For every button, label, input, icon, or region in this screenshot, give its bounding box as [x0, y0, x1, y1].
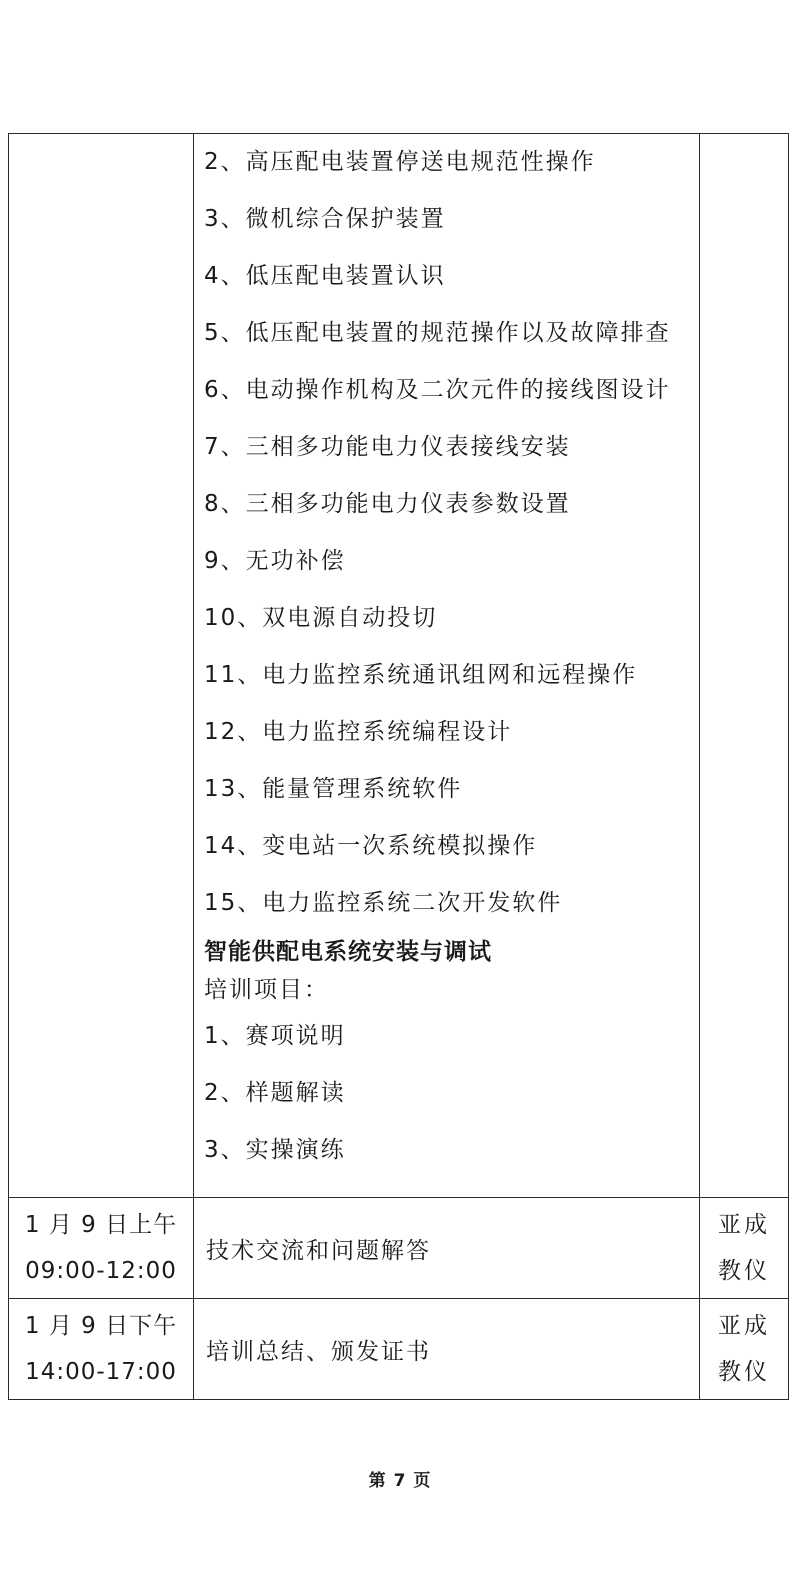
list-item: 5、低压配电装置的规范操作以及故障排查 — [204, 320, 671, 346]
list-item: 1、赛项说明 — [204, 1023, 346, 1049]
continued-item-list — [204, 134, 699, 932]
section-subheading: 培训项目： — [204, 977, 329, 1003]
list-item: 15、电力监控系统二次开发软件 — [204, 890, 563, 916]
content-cell: 培训总结、颁发证书 — [194, 1299, 700, 1400]
time-range-text: 14:00-17:00 — [25, 1359, 177, 1385]
date-text: 1 月 9 日上午 — [24, 1212, 178, 1238]
org-cell — [700, 1299, 789, 1400]
time-range-text: 09:00-12:00 — [25, 1258, 177, 1284]
org-text: 教仪 — [718, 1359, 770, 1385]
list-item: 2、高压配电装置停送电规范性操作 — [204, 149, 596, 175]
org-text: 亚成 — [718, 1313, 770, 1339]
content-cell: 技术交流和问题解答 — [194, 1198, 700, 1299]
list-item: 12、电力监控系统编程设计 — [204, 719, 513, 745]
content-cell — [194, 134, 700, 1198]
list-item: 7、三相多功能电力仪表接线安装 — [204, 434, 571, 460]
section-item-list — [204, 1008, 699, 1179]
list-item: 3、微机综合保护装置 — [204, 206, 446, 232]
org-cell — [700, 1198, 789, 1299]
list-item: 3、实操演练 — [204, 1137, 346, 1163]
list-item: 2、样题解读 — [204, 1080, 346, 1106]
list-item: 13、能量管理系统软件 — [204, 776, 463, 802]
continued-row — [9, 134, 789, 1198]
org-cell-empty — [700, 134, 789, 1198]
page-number: 第 7 页 — [368, 1471, 432, 1491]
date-text: 1 月 9 日下午 — [24, 1313, 178, 1339]
section-title: 智能供配电系统安装与调试 — [204, 939, 492, 965]
list-item: 8、三相多功能电力仪表参数设置 — [204, 491, 571, 517]
list-item: 10、双电源自动投切 — [204, 605, 438, 631]
list-item: 14、变电站一次系统模拟操作 — [204, 833, 538, 859]
time-cell-empty — [9, 134, 194, 1198]
org-text: 亚成 — [718, 1212, 770, 1238]
list-item: 9、无功补偿 — [204, 548, 346, 574]
list-item: 6、电动操作机构及二次元件的接线图设计 — [204, 377, 671, 403]
org-text: 教仪 — [718, 1258, 770, 1284]
list-item: 11、电力监控系统通讯组网和远程操作 — [204, 662, 638, 688]
time-cell — [9, 1299, 194, 1400]
list-item: 4、低压配电装置认识 — [204, 263, 446, 289]
training-schedule-table — [8, 133, 789, 1400]
time-cell — [9, 1198, 194, 1299]
table-row — [9, 1299, 789, 1400]
table-row — [9, 1198, 789, 1299]
